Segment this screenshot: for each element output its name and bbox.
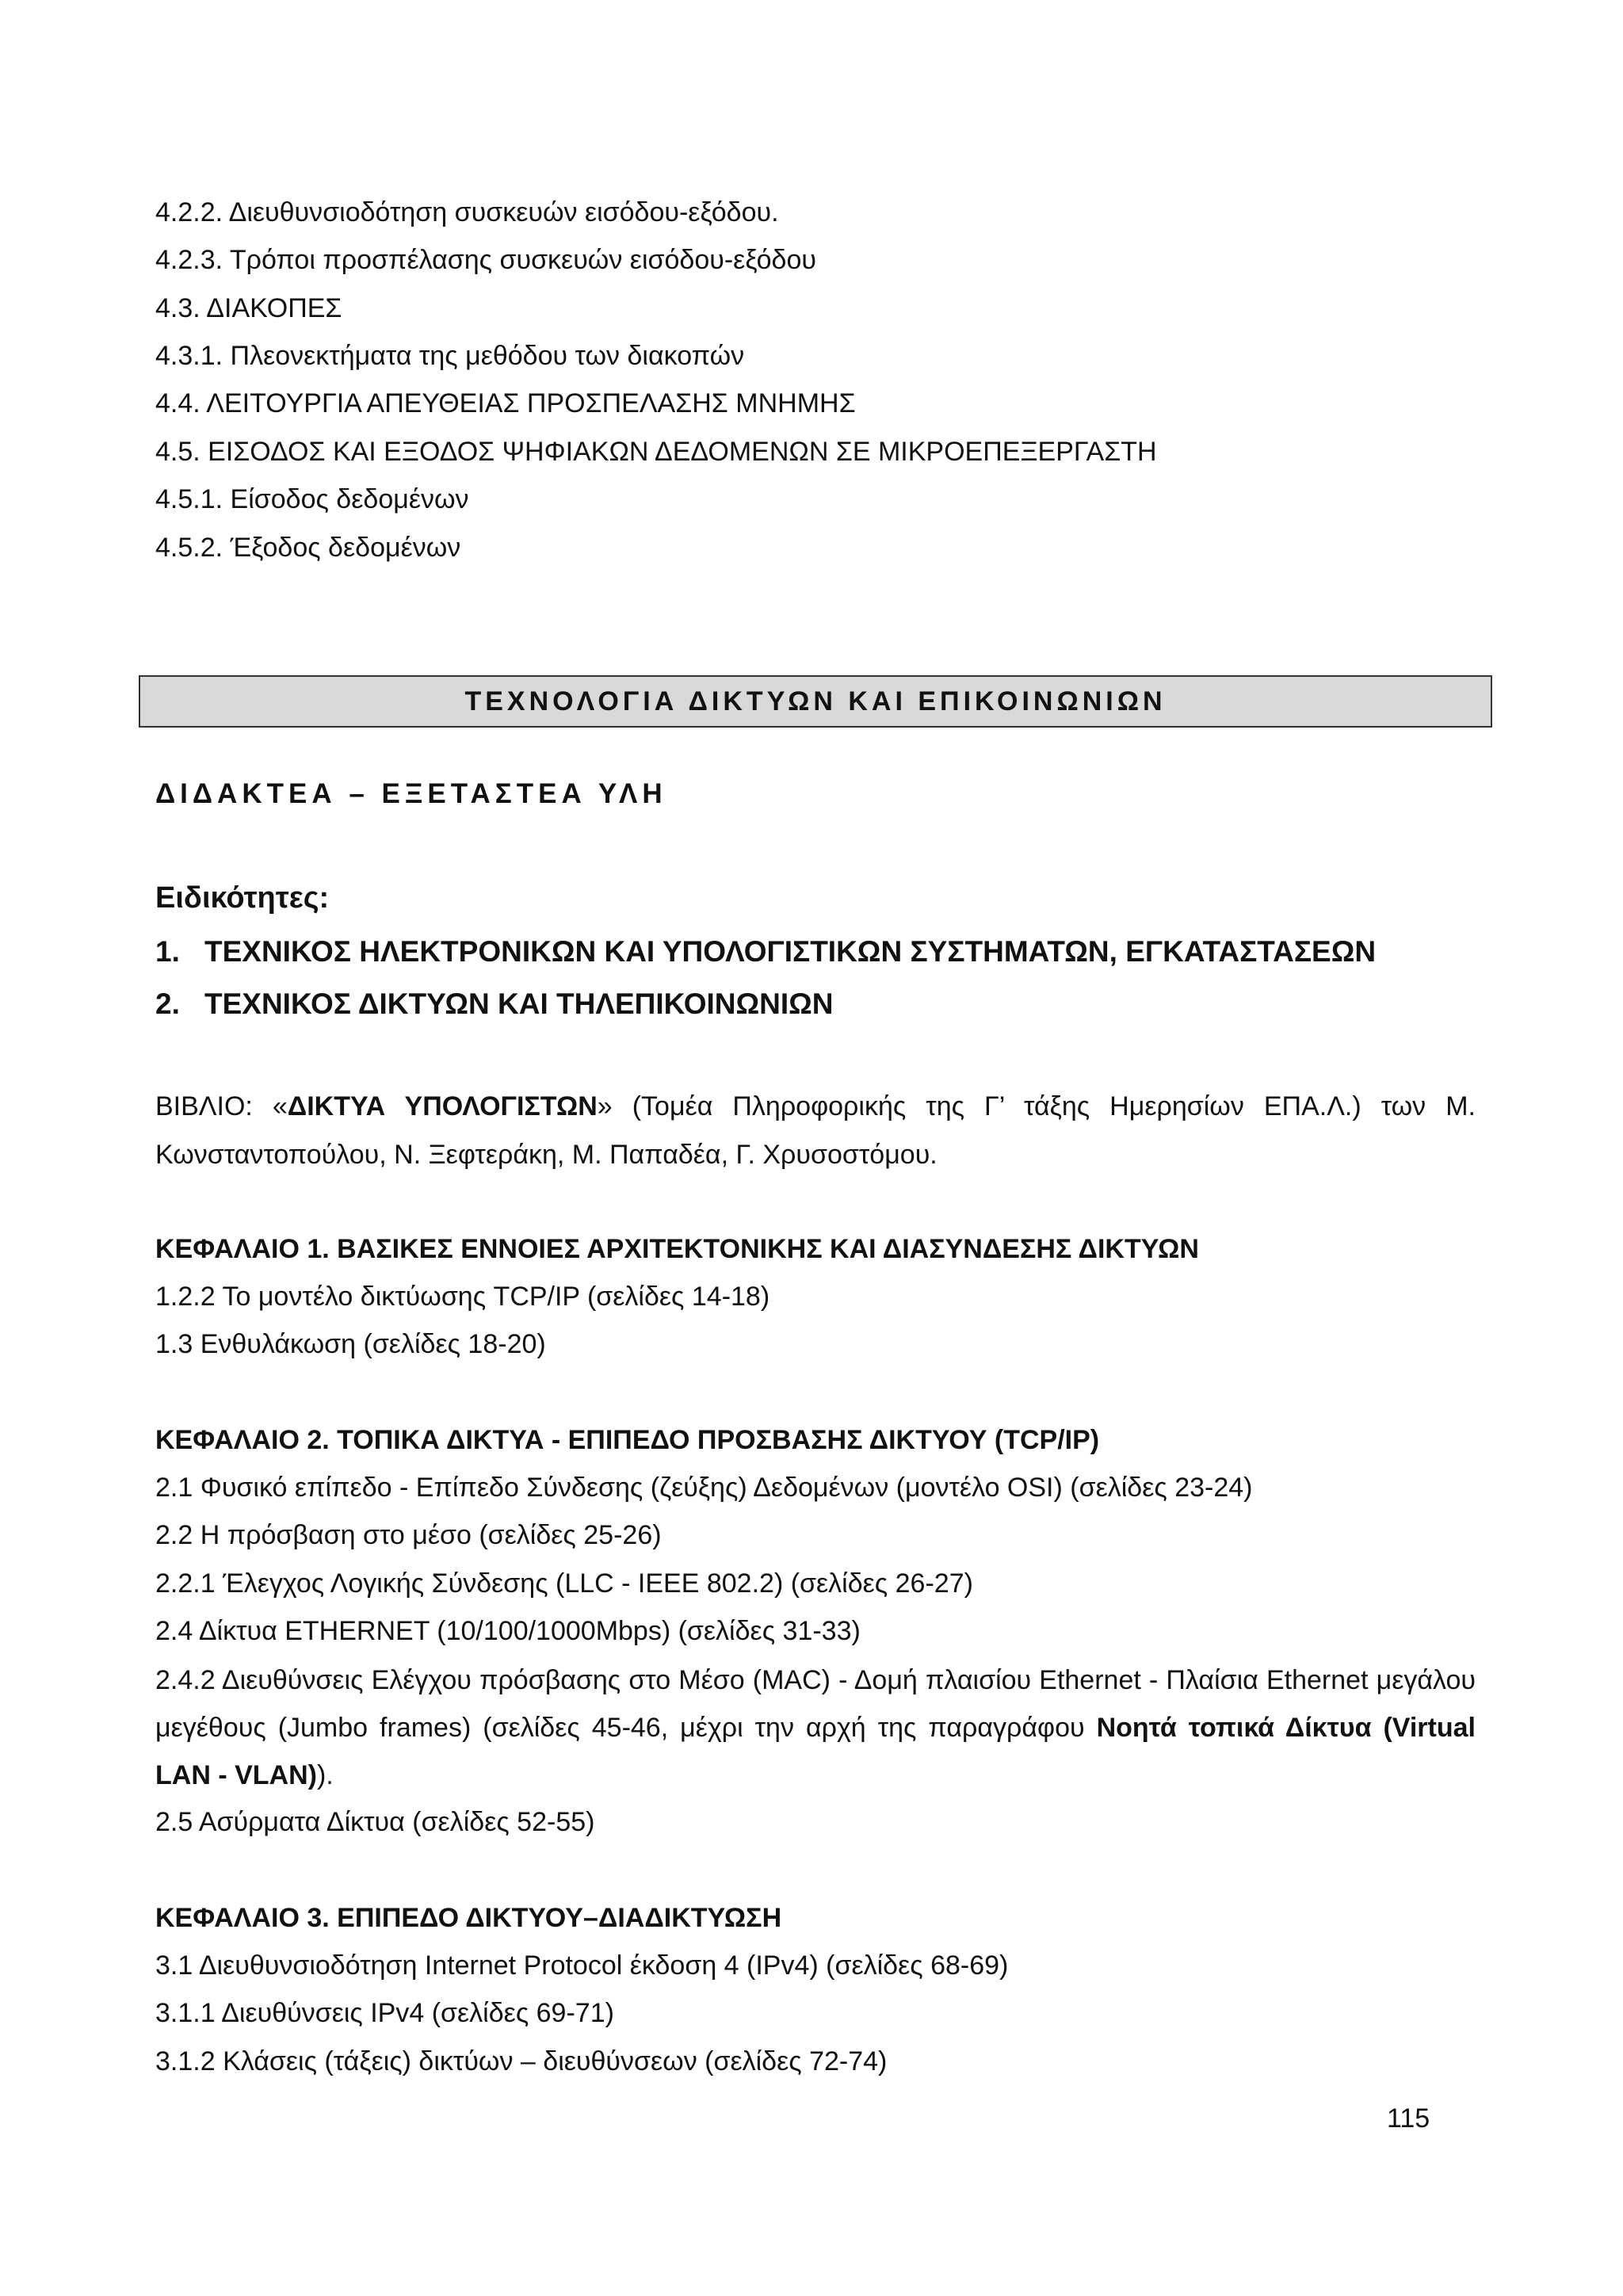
specialty-item <box>155 988 834 1021</box>
specialty-number: 1. <box>155 935 180 968</box>
chapter-3-title: ΚΕΦΑΛΑΙΟ 3. ΕΠΙΠΕΔΟ ΔΙΚΤΥΟΥ–ΔΙΑΔΙΚΤΥΩΣΗ <box>155 1903 782 1933</box>
toc-line: 4.2.2. Διευθυνσιοδότηση συσκευών εισόδου-εξόδου. <box>155 197 779 227</box>
chapter-item: 2.1 Φυσικό επίπεδο - Επίπεδο Σύνδεσης (ζεύξης) Δεδομένων (μοντέλο OSI) (σελίδες 23-24) <box>155 1473 1253 1503</box>
specialty-text: ΤΕΧΝΙΚΟΣ ΔΙΚΤΥΩΝ ΚΑΙ ΤΗΛΕΠΙΚΟΙΝΩΝΙΩΝ <box>204 988 834 1020</box>
chapter-2-title: ΚΕΦΑΛΑΙΟ 2. ΤΟΠΙΚΑ ΔΙΚΤΥΑ - ΕΠΙΠΕΔΟ ΠΡΟΣΒΑΣΗΣ ΔΙΚΤΥΟΥ (TCP/IP) <box>155 1425 1100 1455</box>
chapter-item: 2.2 Η πρόσβαση στο μέσο (σελίδες 25-26) <box>155 1520 662 1550</box>
syllabus-heading: ΔΙΔΑΚΤΕΑ – ΕΞΕΤΑΣΤΕΑ ΥΛΗ <box>155 778 667 809</box>
chapter-item: 3.1.2 Κλάσεις (τάξεις) δικτύων – διευθύνσεων (σελίδες 72-74) <box>155 2046 888 2076</box>
toc-line: 4.2.3. Τρόποι προσπέλασης συσκευών εισόδου-εξόδου <box>155 245 816 275</box>
chapter-item: 2.2.1 Έλεγχος Λογικής Σύνδεσης (LLC - IEEE 802.2) (σελίδες 26-27) <box>155 1568 973 1599</box>
chapter-item: 2.4 Δίκτυα ETHERNET (10/100/1000Mbps) (σελίδες 31-33) <box>155 1616 861 1646</box>
chapter-item: 3.1.1 Διευθύνσεις IPv4 (σελίδες 69-71) <box>155 1998 614 2028</box>
chapter-item: 2.5 Ασύρματα Δίκτυα (σελίδες 52-55) <box>155 1807 595 1837</box>
toc-line: 4.5.1. Είσοδος δεδομένων <box>155 484 469 514</box>
chapter-item: 1.3 Ενθυλάκωση (σελίδες 18-20) <box>155 1329 546 1359</box>
paragraph-end: ). <box>316 1760 334 1790</box>
page-number: 115 <box>1387 2103 1430 2134</box>
book-suffix: » (Τομέα Πληροφορικής της Γ’ τάξης Ημερησίων ΕΠΑ.Λ.) των Μ. Κωνσταντοπούλου, Ν. Ξεφτεράκη, Μ. Παπαδέα, Γ. Χρυσοστόμου. <box>155 1091 1476 1170</box>
chapter-paragraph <box>155 1656 1476 1799</box>
specialty-item <box>155 935 1376 968</box>
book-reference <box>155 1083 1476 1179</box>
subject-banner <box>139 675 1492 728</box>
specialty-text: ΤΕΧΝΙΚΟΣ ΗΛΕΚΤΡΟΝΙΚΩΝ ΚΑΙ ΥΠΟΛΟΓΙΣΤΙΚΩΝ ΣΥΣΤΗΜΑΤΩΝ, ΕΓΚΑΤΑΣΤΑΣΕΩΝ <box>204 935 1377 968</box>
book-prefix: ΒΙΒΛΙΟ: « <box>155 1091 288 1121</box>
subject-title: ΤΕΧΝΟΛΟΓΙΑ ΔΙΚΤΥΩΝ ΚΑΙ ΕΠΙΚΟΙΝΩΝΙΩΝ <box>464 686 1167 716</box>
specialty-number: 2. <box>155 988 180 1020</box>
book-title: ΔΙΚΤΥΑ ΥΠΟΛΟΓΙΣΤΩΝ <box>287 1091 598 1121</box>
paragraph-bold-text: Νοητά τοπικά Δίκτυα (Virtual LAN - VLAN) <box>155 1713 1476 1790</box>
paragraph-text: 2.4.2 Διευθύνσεις Ελέγχου πρόσβασης στο Μέσο (MAC) - Δομή πλαισίου Ethernet - Πλαίσια Ethernet μεγάλου μεγέθους (Jumbo frames) (σελίδες 45-46, μέχρι την αρχή της παραγράφου <box>155 1665 1476 1743</box>
chapter-1-title: ΚΕΦΑΛΑΙΟ 1. ΒΑΣΙΚΕΣ ΕΝΝΟΙΕΣ ΑΡΧΙΤΕΚΤΟΝΙΚΗΣ ΚΑΙ ΔΙΑΣΥΝΔΕΣΗΣ ΔΙΚΤΥΩΝ <box>155 1234 1199 1264</box>
toc-line: 4.3. ΔΙΑΚΟΠΕΣ <box>155 293 342 323</box>
chapter-item: 3.1 Διευθυνσιοδότηση Internet Protocol έκδοση 4 (IPv4) (σελίδες 68-69) <box>155 1950 1009 1981</box>
toc-line: 4.5. ΕΙΣΟΔΟΣ ΚΑΙ ΕΞΟΔΟΣ ΨΗΦΙΑΚΩΝ ΔΕΔΟΜΕΝΩΝ ΣΕ ΜΙΚΡΟΕΠΕΞΕΡΓΑΣΤΗ <box>155 437 1157 467</box>
chapter-item: 1.2.2 Το μοντέλο δικτύωσης TCP/IP (σελίδες 14-18) <box>155 1282 770 1312</box>
specialties-label: Ειδικότητες: <box>155 881 330 915</box>
toc-line: 4.3.1. Πλεονεκτήματα της μεθόδου των διακοπών <box>155 341 745 371</box>
toc-line: 4.5.2. Έξοδος δεδομένων <box>155 533 461 563</box>
toc-line: 4.4. ΛΕΙΤΟΥΡΓΙΑ ΑΠΕΥΘΕΙΑΣ ΠΡΟΣΠΕΛΑΣΗΣ ΜΝΗΜΗΣ <box>155 388 856 418</box>
